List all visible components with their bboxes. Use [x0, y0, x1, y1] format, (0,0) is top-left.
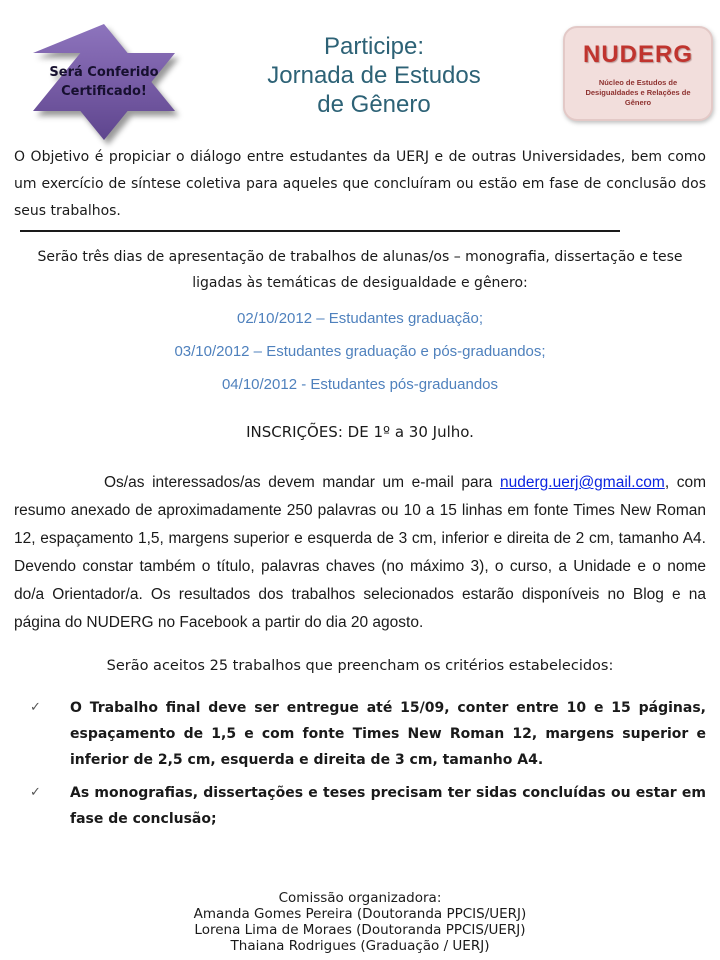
organizing-committee [14, 890, 706, 954]
schedule-date-1: 02/10/2012 – Estudantes graduação; [236, 310, 484, 327]
email-link[interactable]: nuderg.uerj@gmail.com [500, 474, 665, 491]
committee-member-1: Amanda Gomes Pereira (Doutoranda PPCIS/UERJ) [193, 906, 527, 922]
criteria-list [14, 695, 706, 832]
email-text-after: , com resumo anexado de aproximadamente 250 palavras ou 10 a 15 linhas em fonte Times New Roman 12, espaçamento 1,5, margens superior e esquerda de 3 cm, inferior e direita de 2 cm, tamanho A4. Devendo constar também o título, palavras chaves (no máximo 3), o curso, a Unidade e o nome do/a Orientador/a. Os resultados dos trabalhos selecionados estarão disponíveis no Blog e na página do NUDERG no Facebook a partir do dia 20 agosto. [14, 474, 706, 631]
intro-paragraph: O Objetivo é propiciar o diálogo entre estudantes da UERJ e de outras Universidades, bem como um exercício de síntese coletiva para aqueles que concluíram ou estão em fase de conclusão dos seus trabalhos. [14, 149, 706, 219]
committee-member-3: Thaiana Rodrigues (Graduação / UERJ) [230, 938, 490, 954]
logo-subtitle: Núcleo de Estudos de Desigualdades e Relações de Gênero [585, 78, 691, 107]
nuderg-logo [563, 26, 713, 121]
document-body [0, 144, 720, 954]
criteria-item-text-1: O Trabalho final deve ser entregue até 15/09, conter entre 10 e 15 páginas, espaçamento de 1,5 e com fonte Times New Roman 12, margens superior e inferior de 2,5 cm, esquerda e direita de 3 cm, tamanho A4. [70, 700, 706, 768]
list-item [14, 780, 706, 832]
badge-line-1: Será Conferido [49, 65, 159, 80]
certificate-badge [22, 24, 186, 140]
title-line-1: Participe: [323, 33, 425, 60]
schedule-date-2: 03/10/2012 – Estudantes graduação e pós-graduandos; [174, 343, 546, 360]
logo-name: NUDERG [582, 41, 693, 68]
schedule-heading: Serão três dias de apresentação de trabalhos de alunas/os – monografia, dissertação e tese ligadas às temáticas de desigualdade e gênero: [37, 249, 683, 291]
checkmark-icon: ✓ [30, 785, 41, 800]
certificate-badge-text [22, 24, 186, 140]
schedule-date-3: 04/10/2012 - Estudantes pós-graduandos [221, 376, 499, 393]
criteria-item-text-2: As monografias, dissertações e teses precisam ter sidas concluídas ou estar em fase de conclusão; [70, 785, 706, 827]
title-line-3: de Gênero [317, 91, 431, 118]
committee-member-2: Lorena Lima de Moraes (Doutoranda PPCIS/UERJ) [194, 922, 526, 938]
inscriptions-line: INSCRIÇÕES: DE 1º a 30 Julho. [246, 423, 474, 441]
page-title [228, 32, 520, 119]
badge-line-2: Certificado! [61, 84, 147, 99]
criteria-heading: Serão aceitos 25 trabalhos que preencham os critérios estabelecidos: [106, 658, 614, 674]
checkmark-icon: ✓ [30, 700, 41, 715]
email-text-before: Os/as interessados/as devem mandar um e-mail para [104, 474, 501, 491]
section-divider [20, 230, 620, 232]
list-item [14, 695, 706, 773]
title-line-2: Jornada de Estudos [267, 62, 481, 89]
committee-heading: Comissão organizadora: [278, 890, 442, 906]
email-paragraph [14, 469, 706, 637]
header [0, 0, 720, 142]
